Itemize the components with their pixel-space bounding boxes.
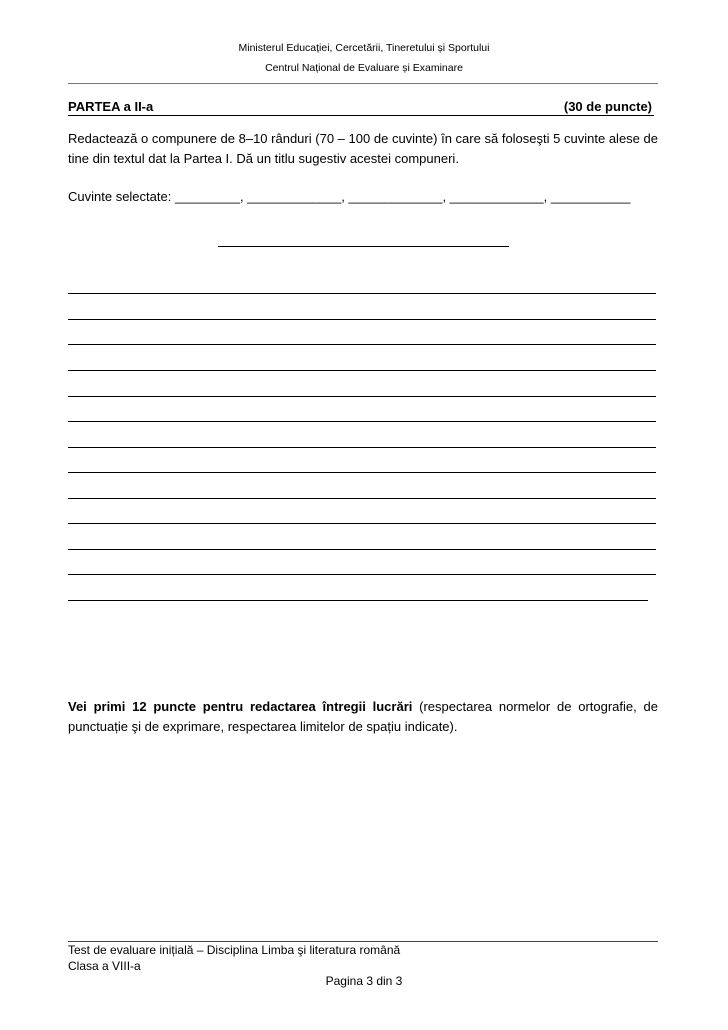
writing-line[interactable]	[68, 600, 648, 601]
writing-line[interactable]	[68, 396, 656, 397]
header-divider	[68, 83, 658, 84]
writing-line[interactable]	[68, 498, 656, 499]
instruction-text: Redactează o compunere de 8–10 rânduri (70 – 100 de cuvinte) în care să foloseşti 5 cuvinte alese de tine din textul dat la Partea I. Dă un titlu sugestiv acestei compuneri.	[68, 131, 658, 166]
footer-page-number: Pagina 3 din 3	[325, 974, 403, 988]
writing-line[interactable]	[68, 319, 656, 320]
writing-line[interactable]	[68, 370, 656, 371]
grading-note-bold: Vei primi 12 puncte pentru redactarea întregii lucrări	[68, 699, 413, 714]
writing-line[interactable]	[68, 447, 656, 448]
writing-line[interactable]	[68, 293, 656, 294]
writing-line[interactable]	[68, 472, 656, 473]
writing-line[interactable]	[68, 574, 656, 575]
section-heading	[68, 98, 654, 116]
composition-title-line[interactable]	[218, 246, 509, 247]
writing-line[interactable]	[68, 523, 656, 524]
writing-line[interactable]	[68, 549, 656, 550]
writing-line[interactable]	[68, 421, 656, 422]
selected-words-field[interactable]: Cuvinte selectate: _________, _____________, _____________, _____________, ___________	[68, 189, 631, 204]
footer-test-name: Test de evaluare inițială – Disciplina Limba şi literatura română	[68, 943, 401, 957]
ministry-header: Ministerul Educației, Cercetării, Tineretului și Sportului	[238, 42, 490, 54]
grading-note	[68, 697, 658, 737]
section-title: PARTEA a II-a	[68, 99, 154, 114]
section-points: (30 de puncte)	[563, 99, 652, 114]
writing-line[interactable]	[68, 344, 656, 345]
footer-grade: Clasa a VIII-a	[68, 959, 141, 973]
footer-divider	[68, 941, 658, 942]
center-header: Centrul Național de Evaluare și Examinare	[265, 62, 463, 74]
grading-note-rest: (respectarea normelor de ortografie, de punctuație şi de exprimare, respectarea limitelor de spațiu indicate).	[68, 699, 658, 734]
